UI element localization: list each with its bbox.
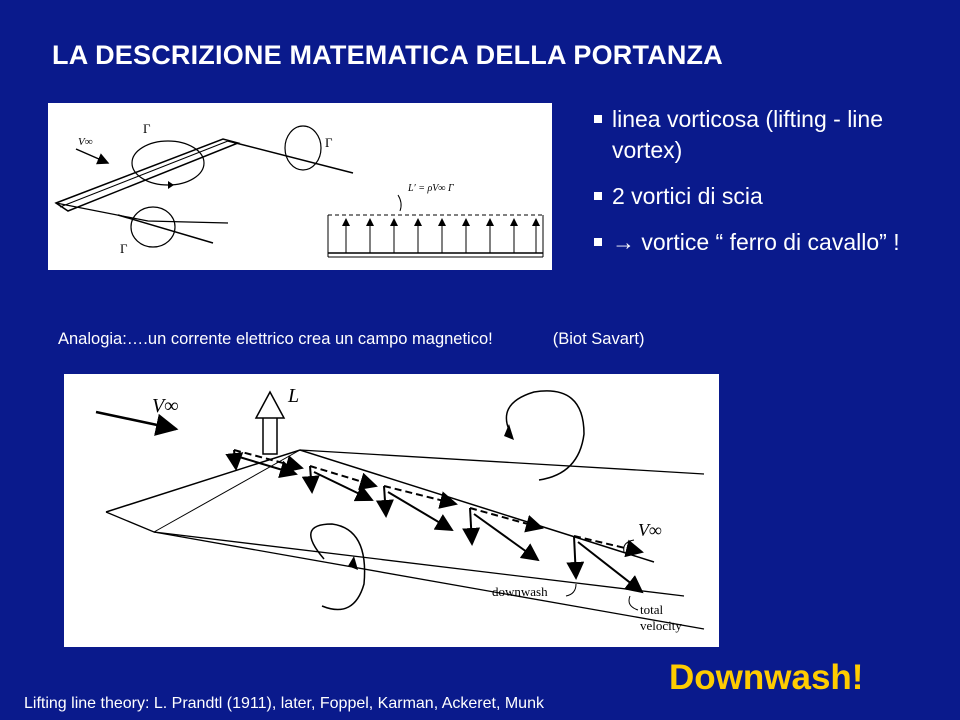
analogy-line	[58, 330, 644, 349]
fig2-v-label-right: V∞	[638, 520, 662, 540]
gamma-label-right: Γ	[325, 135, 333, 150]
bullet-item	[594, 227, 946, 258]
bullet-text: linea vorticosa (lifting - line vortex)	[612, 106, 884, 163]
downwash-diagram	[64, 374, 719, 647]
lift-formula: L′ = ρV∞ Γ	[408, 183, 454, 194]
lifting-line-diagram	[48, 103, 552, 270]
bullet-list	[594, 104, 946, 273]
downwash-highlight: Downwash!	[669, 658, 864, 697]
fig1-v-label: V∞	[78, 136, 93, 148]
lifting-line-figure	[48, 103, 552, 270]
bullet-square-icon	[594, 238, 602, 246]
bullet-item	[594, 104, 946, 166]
bullet-square-icon	[594, 192, 602, 200]
gamma-label-bottom: Γ	[120, 241, 128, 256]
bullet-item	[594, 181, 946, 212]
bullet-text: → vortice “ ferro di cavallo” !	[612, 229, 900, 255]
fig2-v-label: V∞	[152, 395, 179, 417]
footer-credits: Lifting line theory: L. Prandtl (1911), later, Foppel, Karman, Ackeret, Munk	[24, 695, 544, 712]
bullet-square-icon	[594, 115, 602, 123]
velocity-label: velocity	[640, 618, 682, 633]
downwash-label: downwash	[492, 584, 548, 599]
lift-label: L	[288, 385, 300, 407]
analogy-text: Analogia:….un corrente elettrico crea un campo magnetico!	[58, 330, 493, 348]
slide-title: LA DESCRIZIONE MATEMATICA DELLA PORTANZA	[52, 40, 723, 70]
biot-savart-reference: (Biot Savart)	[552, 330, 645, 348]
total-label: total	[640, 602, 664, 617]
downwash-figure	[64, 374, 719, 647]
bullet-text: 2 vortici di scia	[612, 183, 763, 209]
gamma-label-top: Γ	[143, 121, 151, 136]
